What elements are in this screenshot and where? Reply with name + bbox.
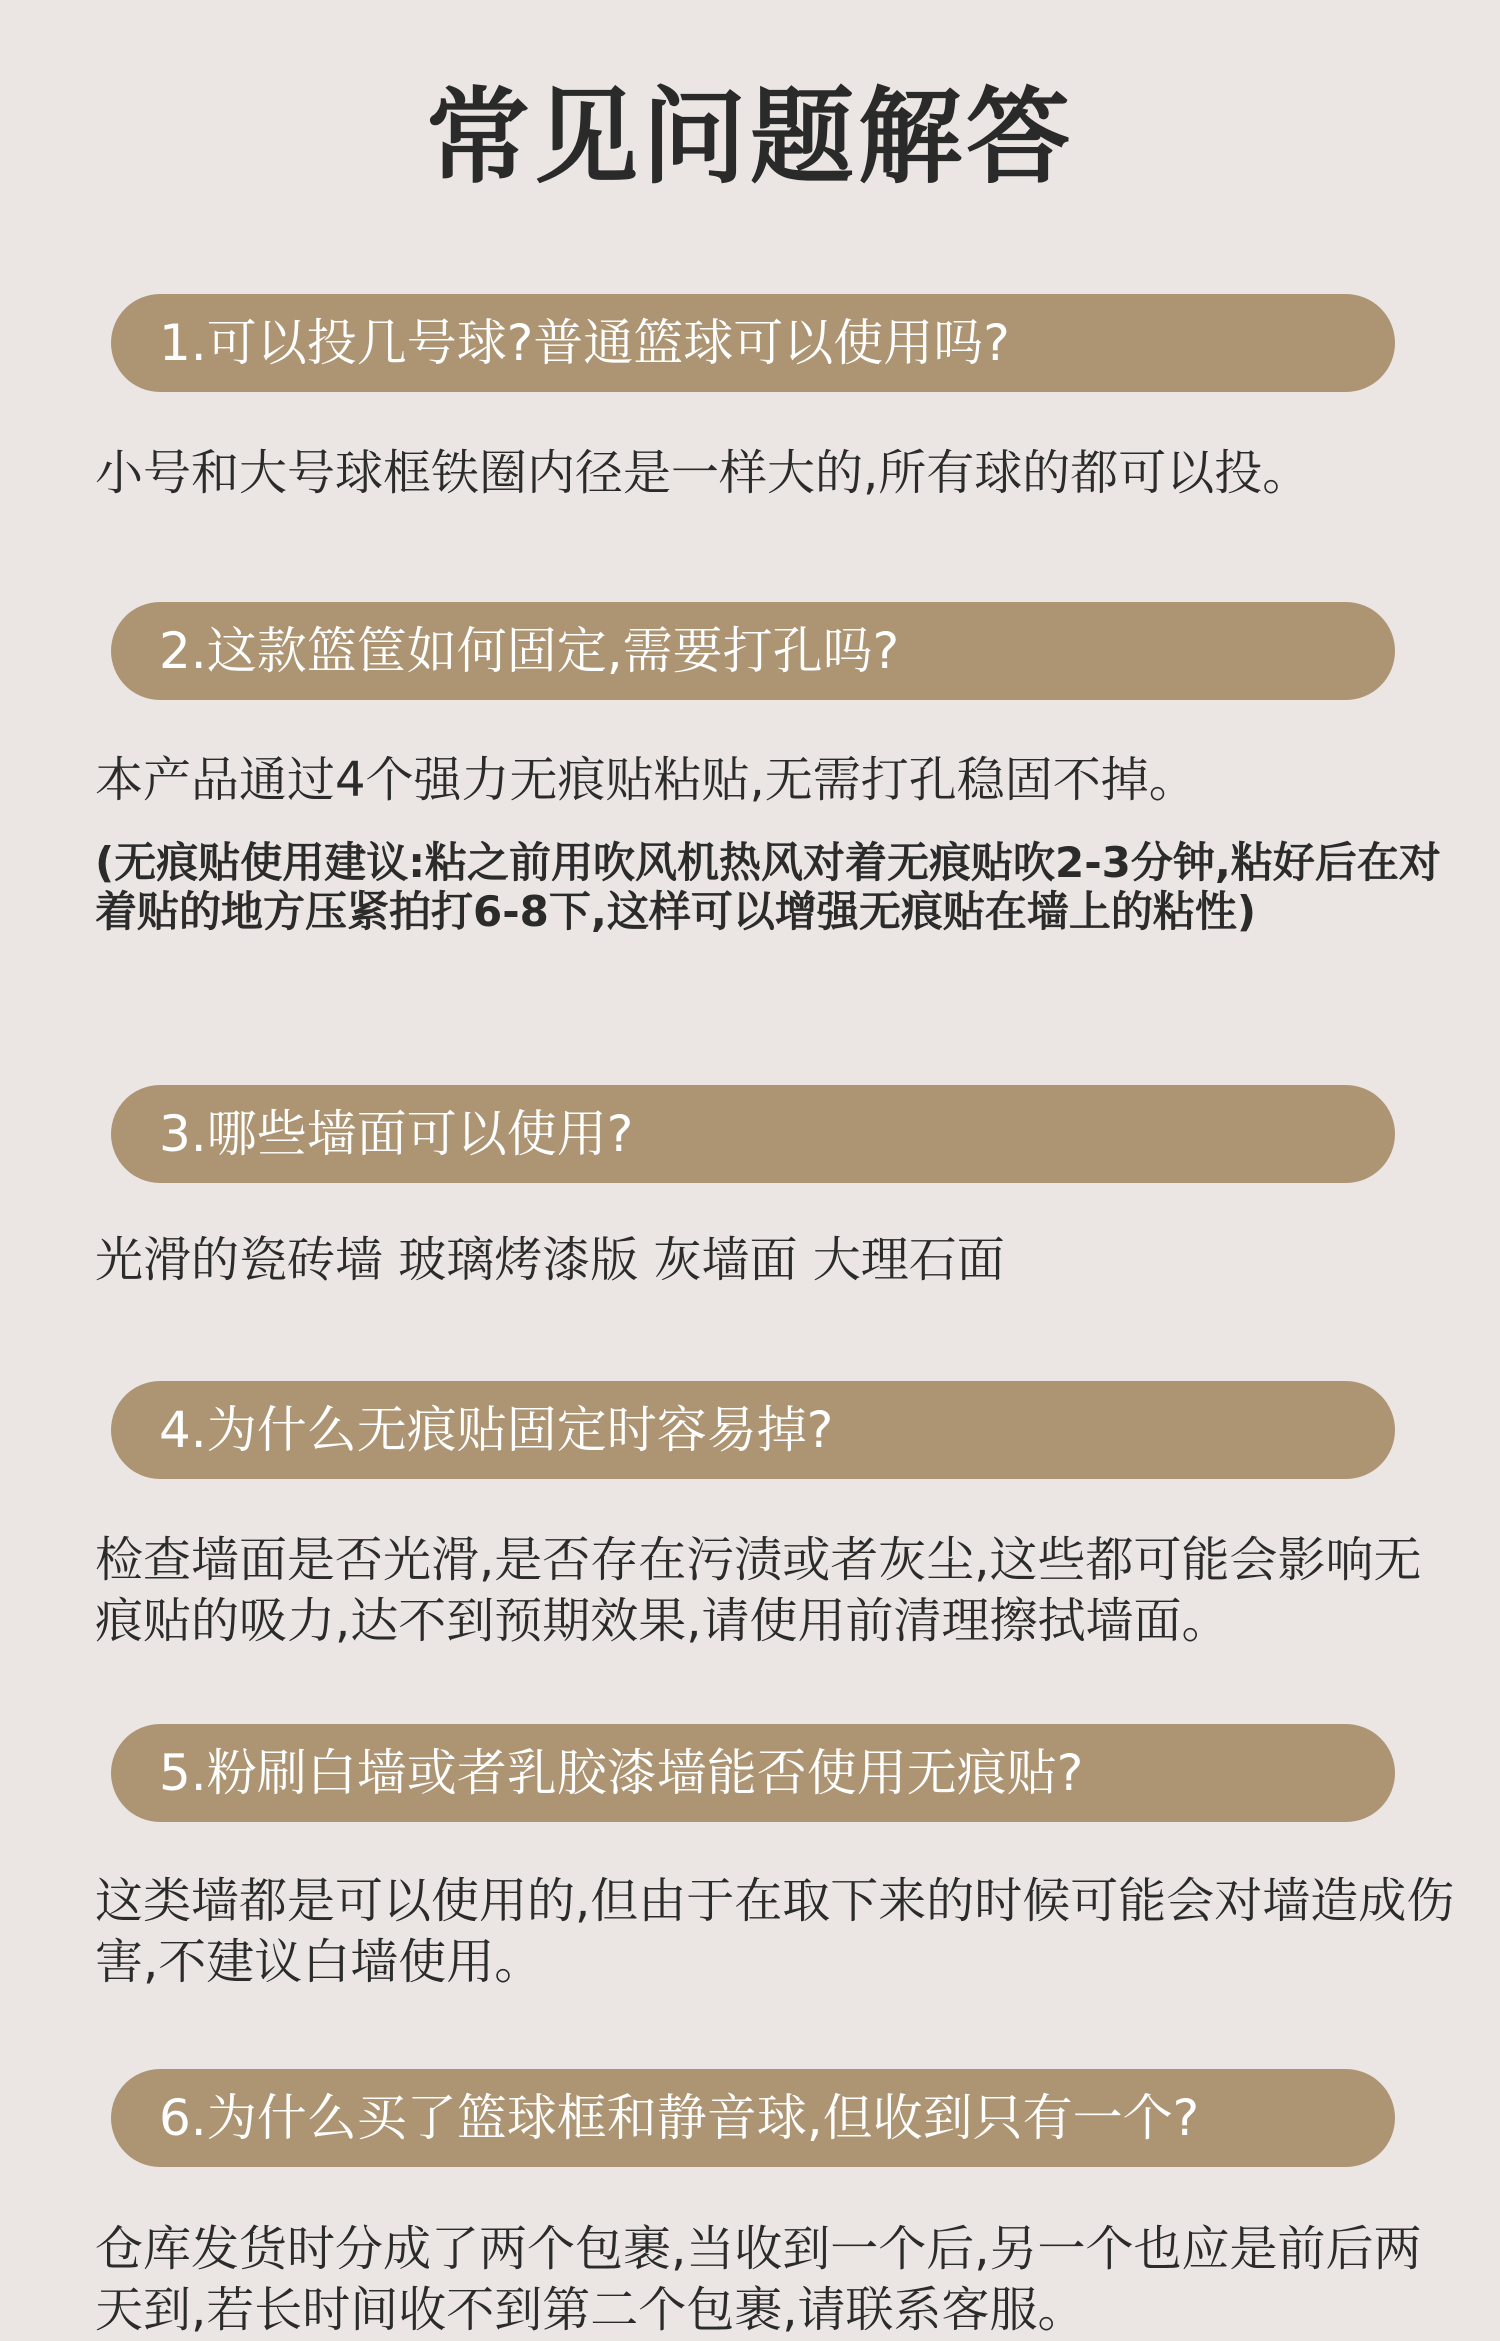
- faq-answer-1: 小号和大号球框铁圈内径是一样大的,所有球的都可以投。: [95, 445, 1311, 501]
- faq-answer-4: 检查墙面是否光滑,是否存在污渍或者灰尘,这些都可能会影响无痕贴的吸力,达不到预期效果,请使用前清理擦拭墙面。: [95, 1532, 1422, 1649]
- faq-question-2: 2.这款篮筐如何固定,需要打孔吗?: [111, 602, 1395, 700]
- page-title: 常见问题解答: [425, 76, 1074, 198]
- faq-answer-6: 仓库发货时分成了两个包裹,当收到一个后,另一个也应是前后两天到,若长时间收不到第二个包裹,请联系客服。: [95, 2221, 1422, 2338]
- faq-question-5: 5.粉刷白墙或者乳胶漆墙能否使用无痕贴?: [111, 1724, 1395, 1822]
- faq-question-3: 3.哪些墙面可以使用?: [111, 1085, 1395, 1183]
- faq-answer-3: 光滑的瓷砖墙 玻璃烤漆版 灰墙面 大理石面: [95, 1232, 1005, 1288]
- faq-question-4: 4.为什么无痕贴固定时容易掉?: [111, 1381, 1395, 1479]
- faq-answer-5: 这类墙都是可以使用的,但由于在取下来的时候可能会对墙造成伤害,不建议白墙使用。: [95, 1873, 1455, 1990]
- faq-note-2: (无痕贴使用建议:粘之前用吹风机热风对着无痕贴吹2-3分钟,粘好后在对着贴的地方压紧拍打6-8下,这样可以增强无痕贴在墙上的粘性): [95, 838, 1441, 936]
- faq-answer-2: 本产品通过4个强力无痕贴粘贴,无需打孔稳固不掉。: [95, 752, 1197, 808]
- faq-question-1: 1.可以投几号球?普通篮球可以使用吗?: [111, 294, 1395, 392]
- faq-question-6: 6.为什么买了篮球框和静音球,但收到只有一个?: [111, 2069, 1395, 2167]
